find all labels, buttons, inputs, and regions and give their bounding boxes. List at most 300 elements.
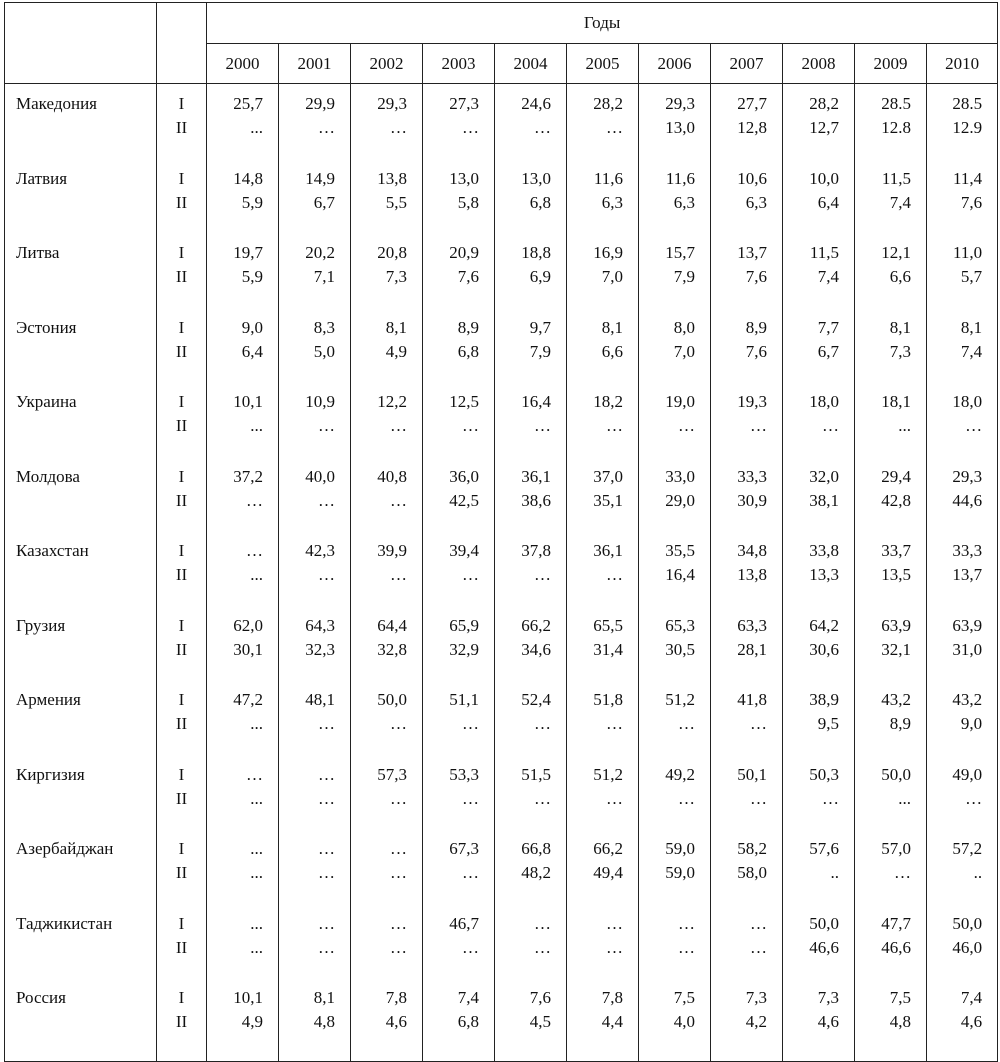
year-header-2007: 2007 [711,44,783,84]
value-cell-2007 [711,539,783,614]
value-indicator-i: 8,9 [745,317,767,337]
value-indicator-ii: 9,0 [960,714,983,733]
table-row [5,688,998,763]
value-cell-2005 [567,316,639,391]
value-indicator-i: 10,1 [233,392,263,411]
value-indicator-i: 18,0 [952,392,983,411]
value-indicator-ii: 9,5 [817,714,839,733]
value-cell-2010 [927,539,998,614]
value-indicator-i: 7,5 [889,988,911,1007]
value-cell-2004 [495,688,567,763]
value-indicator-ii: 5,0 [313,341,335,361]
value-indicator-i: 65,5 [593,615,623,635]
value-cell-2005 [567,539,639,614]
value-cell-2001 [279,614,351,689]
value-cell-2003 [423,688,495,763]
value-indicator-i: 19,7 [233,243,263,262]
value-indicator-ii: … [750,937,767,957]
value-indicator-ii: … [606,714,623,733]
value-cell-2010 [927,986,998,1061]
value-cell-2002 [351,241,423,316]
value-indicator-ii: 6,8 [457,341,479,361]
value-indicator-ii: 38,1 [809,490,839,510]
value-cell-2008 [783,539,855,614]
value-indicator-ii: 28,1 [737,639,767,659]
value-indicator-ii: 7,6 [745,341,767,361]
value-indicator-ii: 46,6 [809,937,839,957]
value-cell-2003 [423,763,495,838]
indicator-label: II [175,714,188,733]
value-cell-2001 [279,84,351,167]
value-indicator-i: 8,1 [601,317,623,337]
country-cell [5,167,157,242]
value-indicator-ii: 6,7 [817,341,839,361]
value-indicator-i: 7,4 [960,988,983,1007]
value-indicator-ii: 13,8 [737,565,767,584]
value-indicator-ii: 6,6 [889,267,911,286]
value-indicator-i: 63,3 [737,615,767,635]
country-cell [5,241,157,316]
value-cell-2000 [207,688,279,763]
value-indicator-i: 12,2 [377,392,407,411]
value-indicator-ii: 32,3 [305,639,335,659]
value-indicator-ii: 6,8 [529,192,551,212]
value-indicator-ii: ... [250,863,263,882]
value-indicator-ii: 34,6 [521,639,551,659]
country-name: Грузия [16,615,66,635]
value-indicator-i: 51,2 [665,690,695,709]
year-header-2002: 2002 [351,44,423,84]
value-cell-2000 [207,912,279,987]
value-indicator-ii: 7,1 [313,267,335,286]
value-indicator-ii: 31,0 [952,639,983,659]
value-cell-2003 [423,167,495,242]
value-cell-2006 [639,912,711,987]
indicator-label: II [175,565,188,584]
value-cell-2002 [351,465,423,540]
value-indicator-ii: .. [830,863,839,882]
value-indicator-i: 57,3 [377,764,407,784]
indicator-cell [157,912,207,987]
value-indicator-ii: … [606,788,623,808]
value-indicator-ii: 44,6 [952,490,983,510]
value-indicator-ii: … [390,565,407,584]
indicator-label: I [178,690,185,709]
value-indicator-i: 29,4 [881,466,911,486]
value-cell-2009 [855,986,927,1061]
value-cell-2009 [855,763,927,838]
value-indicator-i: … [390,839,407,858]
value-cell-2008 [783,986,855,1061]
value-indicator-ii: … [678,416,695,435]
value-indicator-ii: … [678,937,695,957]
value-cell-2005 [567,465,639,540]
value-cell-2006 [639,167,711,242]
value-indicator-i: 7,8 [385,988,407,1007]
value-cell-2006 [639,763,711,838]
value-indicator-ii: 6,7 [313,192,335,212]
value-cell-2001 [279,763,351,838]
indicator-label: II [175,1012,188,1031]
value-indicator-i: 40,0 [305,466,335,486]
value-indicator-i: 9,7 [529,317,551,337]
table-row [5,837,998,912]
indicator-label: I [178,615,185,635]
value-indicator-i: 10,6 [737,168,767,188]
indicator-label: I [178,988,185,1007]
value-indicator-i: 20,9 [449,243,479,262]
value-indicator-ii: … [390,714,407,733]
country-cell [5,837,157,912]
value-cell-2006 [639,614,711,689]
indicator-label: I [178,392,185,411]
value-cell-2007 [711,465,783,540]
value-cell-2008 [783,167,855,242]
value-indicator-i: 16,9 [593,243,623,262]
value-indicator-ii: 31,4 [593,639,623,659]
value-indicator-i: 48,1 [305,690,335,709]
value-indicator-i: 41,8 [737,690,767,709]
value-cell-2000 [207,614,279,689]
value-indicator-ii: … [606,416,623,435]
value-cell-2009 [855,167,927,242]
indicator-label: I [178,541,185,560]
value-indicator-ii: 7,0 [601,267,623,286]
value-indicator-ii: 30,6 [809,639,839,659]
value-cell-2010 [927,465,998,540]
country-cell [5,614,157,689]
value-indicator-ii: … [606,565,623,584]
value-cell-2009 [855,465,927,540]
value-indicator-ii: … [390,490,407,510]
value-cell-2003 [423,986,495,1061]
value-indicator-i: 36,0 [449,466,479,486]
value-indicator-i: 27,3 [449,94,479,113]
value-indicator-i: 28.5 [881,94,911,113]
value-cell-2001 [279,837,351,912]
value-indicator-i: 8,0 [673,317,695,337]
value-indicator-ii: 59,0 [665,863,695,882]
value-cell-2002 [351,763,423,838]
value-cell-2002 [351,167,423,242]
value-indicator-i: 10,1 [233,988,263,1007]
value-indicator-ii: 12,7 [809,118,839,137]
value-indicator-ii: 6,3 [745,192,767,212]
value-cell-2010 [927,390,998,465]
value-indicator-i: 52,4 [521,690,551,709]
value-indicator-i: 63,9 [952,615,983,635]
value-indicator-i: 9,0 [241,317,263,337]
value-indicator-ii: … [534,788,551,808]
value-indicator-i: 51,1 [449,690,479,709]
value-cell-2005 [567,167,639,242]
indicator-label: II [175,341,188,361]
value-indicator-i: … [750,913,767,933]
value-indicator-ii: … [678,788,695,808]
value-cell-2000 [207,390,279,465]
value-indicator-i: 8,1 [889,317,911,337]
value-indicator-i: 24,6 [521,94,551,113]
value-cell-2003 [423,837,495,912]
value-indicator-i: 11,6 [665,168,695,188]
value-cell-2004 [495,241,567,316]
value-indicator-ii: 4,5 [529,1012,551,1031]
value-indicator-ii: … [965,788,983,808]
value-indicator-ii: ... [898,416,911,435]
value-cell-2003 [423,390,495,465]
table-body [5,84,998,1062]
value-cell-2005 [567,390,639,465]
value-cell-2007 [711,986,783,1061]
value-cell-2001 [279,167,351,242]
value-cell-2010 [927,837,998,912]
value-indicator-i: 64,4 [377,615,407,635]
value-indicator-i: 59,0 [665,839,695,858]
value-indicator-ii: … [462,863,479,882]
value-indicator-i: … [318,764,335,784]
value-cell-2004 [495,912,567,987]
value-indicator-ii: … [822,788,839,808]
value-indicator-ii: … [318,490,335,510]
value-indicator-ii: 4,9 [241,1012,263,1031]
value-indicator-i: 50,0 [952,913,983,933]
value-indicator-i: 65,3 [665,615,695,635]
value-indicator-i: 28.5 [952,94,983,113]
year-header-2010: 2010 [927,44,998,84]
value-indicator-i: 50,0 [809,913,839,933]
value-indicator-i: 50,0 [377,690,407,709]
value-cell-2006 [639,465,711,540]
value-cell-2001 [279,688,351,763]
value-indicator-ii: 30,5 [665,639,695,659]
value-indicator-ii: … [318,863,335,882]
value-indicator-i: 20,2 [305,243,335,262]
value-indicator-i: … [534,913,551,933]
indicator-cell [157,986,207,1061]
value-indicator-ii: 5,7 [960,267,983,286]
indicator-label: I [178,466,185,486]
value-cell-2008 [783,688,855,763]
value-cell-2001 [279,986,351,1061]
value-indicator-ii: 7,3 [889,341,911,361]
value-indicator-ii: 7,4 [817,267,839,286]
value-cell-2004 [495,84,567,167]
value-indicator-i: 12,5 [449,392,479,411]
value-cell-2002 [351,912,423,987]
value-indicator-i: 36,1 [593,541,623,560]
value-indicator-ii: 12.9 [952,118,983,137]
value-indicator-i: 33,3 [737,466,767,486]
value-cell-2008 [783,614,855,689]
value-cell-2000 [207,316,279,391]
value-indicator-i: 7,7 [817,317,839,337]
value-cell-2004 [495,614,567,689]
value-indicator-i: 11,5 [881,168,911,188]
indicator-label: II [175,788,188,808]
value-indicator-i: 18,1 [881,392,911,411]
value-indicator-ii: 6,6 [601,341,623,361]
value-indicator-ii: 6,3 [601,192,623,212]
value-indicator-ii: ... [250,714,263,733]
country-cell [5,688,157,763]
value-cell-2009 [855,241,927,316]
value-indicator-i: 8,3 [313,317,335,337]
value-indicator-i: 11,4 [953,168,983,188]
value-indicator-i: 27,7 [737,94,767,113]
value-indicator-ii: … [390,788,407,808]
value-indicator-i: 11,6 [593,168,623,188]
value-indicator-ii: … [318,416,335,435]
value-indicator-i: … [318,839,335,858]
value-indicator-ii: … [246,490,263,510]
value-indicator-ii: 5,9 [241,267,263,286]
value-indicator-ii: 6,9 [529,267,551,286]
value-indicator-ii: … [462,118,479,137]
table-header [5,3,998,84]
value-indicator-ii: … [462,565,479,584]
value-indicator-ii: 4,8 [313,1012,335,1031]
value-indicator-ii: ... [898,788,911,808]
indicator-label: II [175,118,188,137]
value-indicator-ii: ... [250,937,263,957]
value-cell-2004 [495,167,567,242]
indicator-label: I [178,317,185,337]
value-indicator-i: 20,8 [377,243,407,262]
value-indicator-i: 35,5 [665,541,695,560]
value-indicator-ii: ... [250,118,263,137]
value-indicator-i: 16,4 [521,392,551,411]
value-indicator-i: 10,0 [809,168,839,188]
country-cell [5,763,157,838]
value-indicator-i: 37,8 [521,541,551,560]
value-cell-2010 [927,167,998,242]
country-name: Македония [16,94,97,113]
value-indicator-ii: 16,4 [665,565,695,584]
value-cell-2006 [639,84,711,167]
value-cell-2001 [279,390,351,465]
value-cell-2006 [639,539,711,614]
table-row [5,614,998,689]
value-indicator-i: ... [250,839,263,858]
value-indicator-ii: … [894,863,911,882]
country-name: Азербайджан [16,839,114,858]
value-indicator-i: 39,9 [377,541,407,560]
value-indicator-ii: 32,1 [881,639,911,659]
value-cell-2005 [567,84,639,167]
value-indicator-ii: 7,6 [745,267,767,286]
value-cell-2009 [855,390,927,465]
value-indicator-i: 8,1 [313,988,335,1007]
value-indicator-i: 7,6 [529,988,551,1007]
value-indicator-ii: … [965,416,983,435]
value-indicator-ii: 7,9 [673,267,695,286]
year-header-2000: 2000 [207,44,279,84]
year-header-2003: 2003 [423,44,495,84]
value-indicator-ii: 32,9 [449,639,479,659]
indicator-header-cell [157,3,207,84]
value-indicator-ii: 6,4 [817,192,839,212]
value-indicator-ii: 13,0 [665,118,695,137]
value-cell-2004 [495,837,567,912]
value-indicator-i: … [318,913,335,933]
value-indicator-i: 13,0 [521,168,551,188]
value-indicator-i: 12,1 [881,243,911,262]
value-cell-2006 [639,986,711,1061]
value-indicator-ii: … [606,118,623,137]
value-indicator-i: 29,3 [665,94,695,113]
country-cell [5,390,157,465]
value-cell-2007 [711,390,783,465]
value-indicator-ii: … [390,937,407,957]
value-cell-2008 [783,912,855,987]
value-indicator-ii: ... [250,565,263,584]
value-cell-2003 [423,465,495,540]
indicator-cell [157,465,207,540]
table-row [5,316,998,391]
value-indicator-ii: 38,6 [521,490,551,510]
indicator-cell [157,84,207,167]
value-indicator-i: 7,4 [457,988,479,1007]
value-cell-2003 [423,539,495,614]
value-indicator-ii: 13,3 [809,565,839,584]
value-cell-2005 [567,912,639,987]
value-indicator-i: 15,7 [665,243,695,262]
indicator-label: II [175,937,188,957]
value-indicator-i: … [678,913,695,933]
indicator-cell [157,539,207,614]
value-indicator-i: 63,9 [881,615,911,635]
value-cell-2008 [783,84,855,167]
country-name: Эстония [16,317,77,337]
value-indicator-ii: … [318,714,335,733]
value-cell-2001 [279,465,351,540]
value-cell-2002 [351,837,423,912]
value-indicator-i: 18,8 [521,243,551,262]
value-indicator-i: 66,8 [521,839,551,858]
value-cell-2005 [567,763,639,838]
indicator-label: I [178,839,185,858]
value-cell-2004 [495,465,567,540]
value-indicator-i: 51,8 [593,690,623,709]
value-indicator-ii: … [750,788,767,808]
value-indicator-i: 29,9 [305,94,335,113]
value-indicator-ii: … [462,714,479,733]
value-cell-2003 [423,316,495,391]
corner-empty-cell [5,3,157,84]
indicator-label: I [178,764,185,784]
value-indicator-ii: … [750,416,767,435]
value-cell-2001 [279,241,351,316]
country-name: Украина [16,392,77,411]
value-indicator-ii: 46,6 [881,937,911,957]
value-indicator-ii: … [318,118,335,137]
year-header-2009: 2009 [855,44,927,84]
value-indicator-i: 29,3 [952,466,983,486]
value-cell-2004 [495,316,567,391]
value-cell-2003 [423,84,495,167]
value-cell-2000 [207,84,279,167]
indicator-cell [157,241,207,316]
value-cell-2006 [639,688,711,763]
indicator-label: I [178,168,185,188]
country-cell [5,84,157,167]
indicator-cell [157,837,207,912]
value-indicator-i: 13,7 [737,243,767,262]
value-indicator-ii: 12,8 [737,118,767,137]
value-indicator-ii: 7,6 [457,267,479,286]
value-cell-2010 [927,84,998,167]
value-cell-2003 [423,614,495,689]
